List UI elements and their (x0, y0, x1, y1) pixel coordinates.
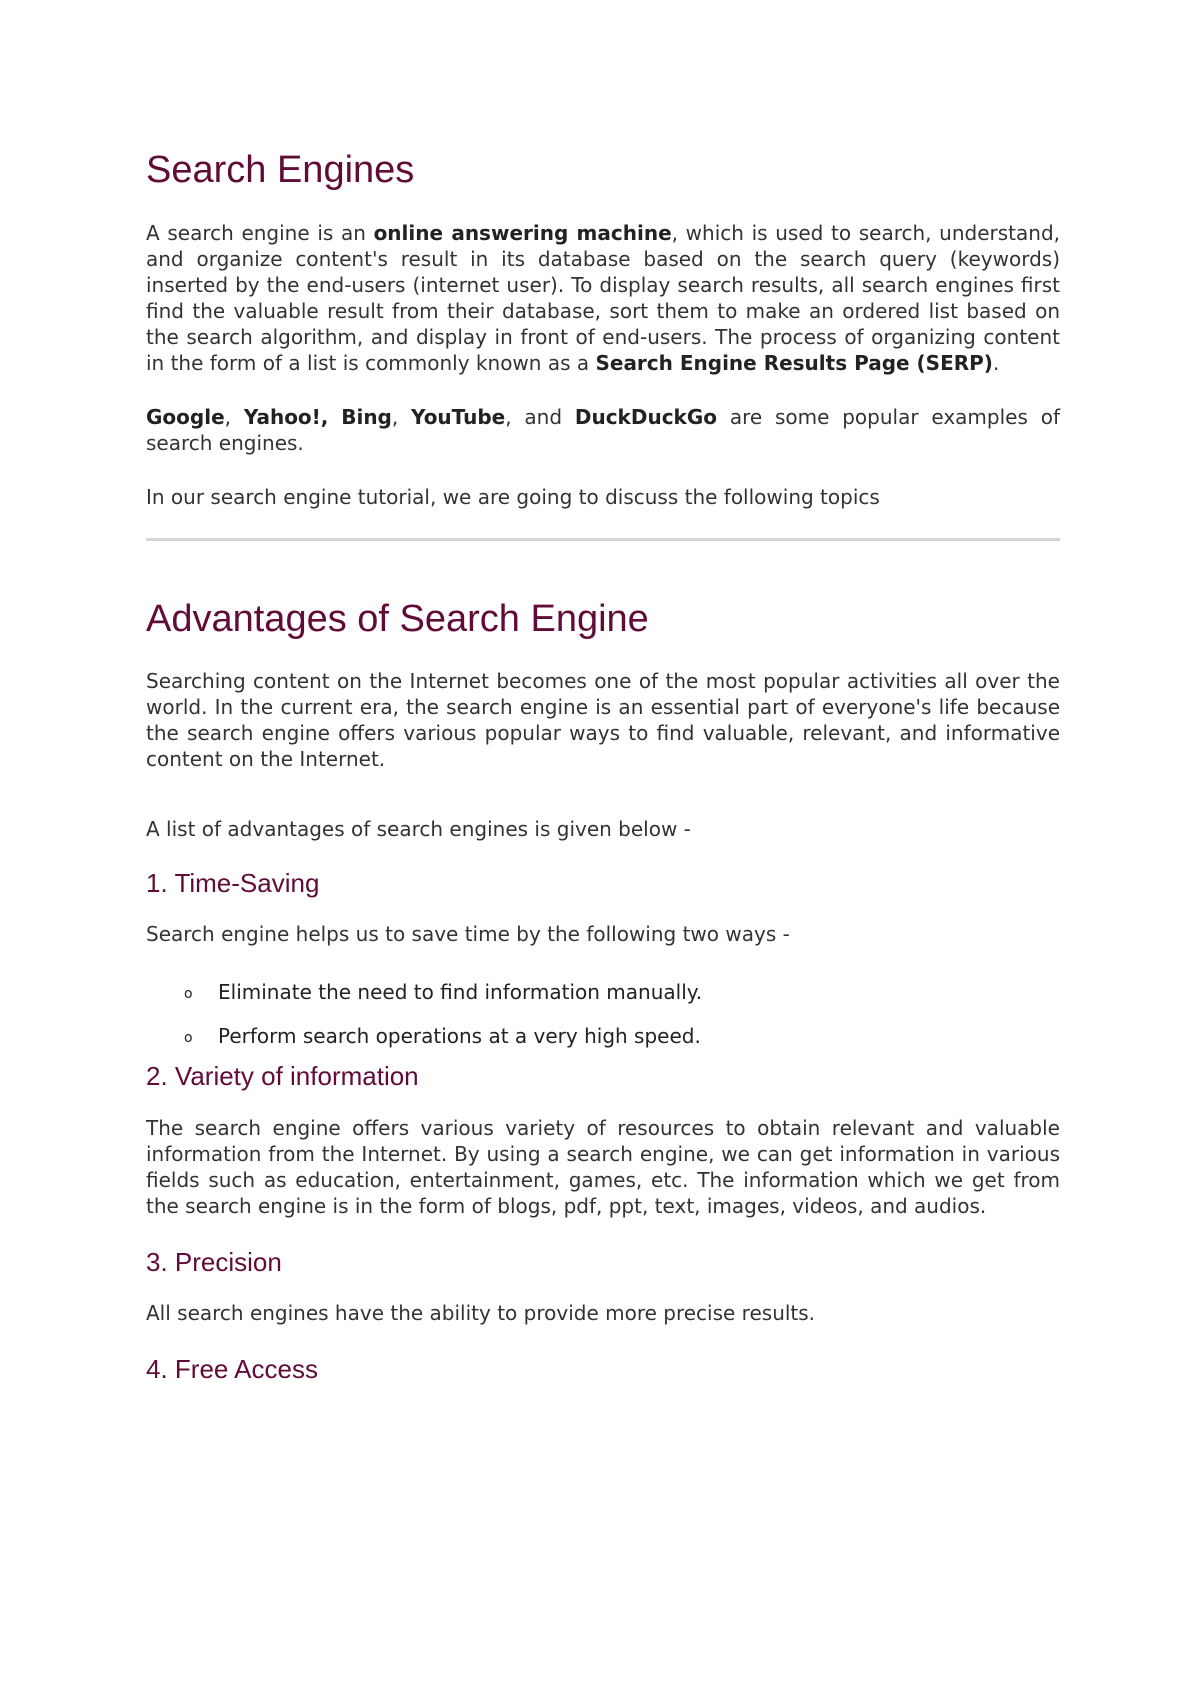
heading-free-access: 4. Free Access (146, 1353, 318, 1384)
intro-text-3: . (992, 350, 1000, 375)
list-item (146, 979, 1060, 1005)
example-duckduckgo: DuckDuckGo (574, 404, 718, 429)
advantages-list-intro: A list of advantages of search engines is given below - (146, 817, 691, 842)
bullet-icon: o (184, 1030, 193, 1047)
list-item-text: Eliminate the need to find information manually. (218, 980, 703, 1005)
section-divider (146, 538, 1060, 541)
sep-4: , and (505, 404, 575, 429)
example-youtube: YouTube (411, 404, 506, 429)
intro-text-2: , which is used to search, understand, and organize content's result in its database based on the search query (keywords) inserted by the end-users (internet user). To display search results, all search engines first find the valuable result from their database, sort them to make an ordered list based on the search algorithm, and display in front of end-users. The process of organizing content in the form of a list is commonly known as a (146, 220, 1060, 375)
advantages-intro: Searching content on the Internet becomes one of the most popular activities all over the world. In the current era, the search engine is an essential part of everyone's life because the search engine offers various popular ways to find valuable, relevant, and informative content on the Internet. (146, 669, 1060, 772)
heading-variety: 2. Variety of information (146, 1061, 419, 1092)
sep-1: , (224, 404, 244, 429)
intro-bold-1: online answering machine (373, 220, 672, 245)
advantages-title: Advantages of Search Engine (146, 597, 649, 640)
bullet-icon: o (184, 986, 193, 1003)
sep-3: , (391, 404, 412, 429)
heading-time-saving: 1. Time-Saving (146, 868, 320, 899)
example-bing: Bing (341, 404, 392, 429)
intro-bold-2: Search Engine Results Page (SERP) (595, 350, 993, 375)
page-title: Search Engines (146, 149, 415, 191)
examples-tail: are some popular examples of search engines. (146, 404, 1060, 455)
example-yahoo: Yahoo!, (243, 404, 329, 429)
example-google: Google (146, 404, 225, 429)
intro-text-1: A search engine is an (146, 220, 374, 245)
variety-text: The search engine offers various variety of resources to obtain relevant and valuable information from the Internet. By using a search engine, we can get information in various fields such as education, entertainment, games, etc. The information which we get from the search engine is in the form of blogs, pdf, ppt, text, images, videos, and audios. (146, 1115, 1060, 1218)
topics-paragraph: In our search engine tutorial, we are going to discuss the following topics (146, 484, 880, 509)
time-saving-text: Search engine helps us to save time by the following two ways - (146, 922, 790, 947)
time-saving-list (146, 979, 1060, 1049)
list-item (146, 1023, 1060, 1049)
intro-paragraph (146, 220, 1060, 376)
sep-2 (328, 405, 341, 429)
list-item-text: Perform search operations at a very high speed. (218, 1024, 701, 1049)
precision-text: All search engines have the ability to provide more precise results. (146, 1300, 816, 1325)
examples-paragraph (146, 404, 1060, 456)
document-page (146, 148, 1060, 1407)
heading-precision: 3. Precision (146, 1246, 282, 1277)
